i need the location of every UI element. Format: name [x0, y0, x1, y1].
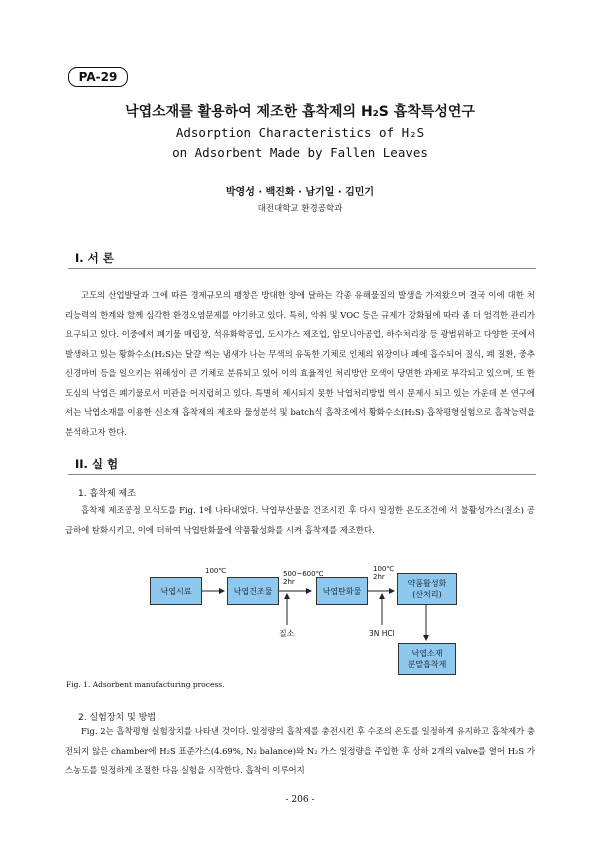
- box-chemical-activation-line1: 약품활성화: [407, 579, 447, 588]
- affiliation: 대전대학교 환경공학과: [257, 204, 343, 214]
- box-carbonized-leaves: 낙엽탄화물: [316, 577, 368, 605]
- subsection-title-adsorbent: 1. 흡착제 제조: [78, 489, 136, 499]
- box-chemical-activation: [397, 573, 457, 605]
- input-nitrogen: 질소: [279, 629, 295, 638]
- box-leaf-sample: 낙엽시료: [150, 577, 202, 605]
- arrow3-label-line2: 2hr: [373, 573, 385, 581]
- section-heading-experiment: II. 실 험: [75, 457, 119, 471]
- section-heading-introduction: I. 서 론: [75, 251, 114, 265]
- arrow3-label-line1: 100℃: [373, 565, 395, 573]
- title-english-line1: Adsorption Characteristics of H₂S: [175, 125, 425, 140]
- box-powder-adsorbent-line1: 낙엽소재: [411, 649, 443, 658]
- arrow2-label: [283, 570, 323, 586]
- input-hcl: 3N HCl: [369, 629, 395, 638]
- subsection-title-apparatus: 2. 실험장치 및 방법: [78, 713, 157, 723]
- arrow1-label: 100℃: [205, 567, 227, 575]
- arrow3-label: [373, 565, 394, 581]
- box-powder-adsorbent-line2: 분말흡착제: [407, 660, 447, 669]
- apparatus-paragraph: Fig. 2는 흡착평형 실험장치를 나타낸 것이다. 일정량의 흡착제를 충전시킨 후 수조의 온도를 일정하게 유지하고 흡착제가 충전되지 않은 chamber에 H₂S 표준가스(4.69%, N₂ balance)와 N₂ 가스 일정량을 주입한 후 상하 2개의 valve를 열어 H₂S 가스농도를 일정하게 조절한 다음 실험을 시작한다. 흡착이 이루어지: [65, 726, 535, 775]
- arrow2-label-line1: 500~600℃: [283, 570, 324, 578]
- box-chemical-activation-line2: (산처리): [412, 590, 442, 599]
- adsorbent-paragraph: 흡착제 제조공정 모식도를 Fig. 1에 나타내었다. 낙엽부산물을 건조시킨 후 다시 일정한 온도조건에 서 불활성가스(질소) 공급하에 탄화시키고, 이에 더하여 낙엽탄화물에 약품활성화를 시켜 흡착제를 제조한다.: [65, 505, 535, 535]
- arrow2-label-line2: 2hr: [283, 578, 295, 586]
- title-english-line2: on Adsorbent Made by Fallen Leaves: [172, 145, 428, 160]
- box-powder-adsorbent: [398, 643, 456, 675]
- authors: 박영성 · 백진화 · 남기일 · 김민기: [225, 187, 375, 198]
- page-number: - 206 -: [285, 795, 315, 805]
- session-badge: PA-29: [68, 67, 128, 87]
- title-korean: 낙엽소재를 활용하여 제조한 흡착제의 H₂S 흡착특성연구: [125, 104, 475, 120]
- figure-caption: Fig. 1. Adsorbent manufacturing process.: [66, 680, 225, 689]
- introduction-paragraph: 고도의 산업발달과 그에 따른 경제규모의 팽창은 방대한 양에 달하는 각종 유해물질의 발생을 가져왔으며 결국 이에 대한 처리능력의 한계와 함께 심각한 환경오염문제를 야기하고 있다. 특히, 악취 및 VOC 등은 규제가 강화됨에 따라 좀 더 엄격한 관리가 요구되고 있다. 이중에서 폐기물 매립장, 석유화학공업, 도시가스 제조업, 암모니아공업, 하수처리장 등 광범위하고 다양한 곳에서 발생하고 있는 황화수소(H₂S)는 달걀 썩는 냄새가 나는 무색의 유독한 기체로 인체의 위장이나 폐에 흡수되어 질식, 폐 질환, 중추신경마비 등을 일으키는 위해성이 큰 기체로 분류되고 있어 이의 효율적인 처리방안 모색이 당면한 과제로 부각되고 있으며, 또 한 도심의 낙엽은 폐기물로서 미관을 어지럽히고 있다. 특별히 제시되지 못한 낙엽처리방법 역시 문제시 되고 있는 가운데 본 연구에서는 낙엽소재를 이용한 신소재 흡착제의 제조와 물성분석 및 batch식 흡착조에서 황화수소(H₂S) 흡착평형실험으로 흡착능력을 분석하고자 한다.: [65, 290, 535, 437]
- box-dried-leaves: 낙엽건조물: [227, 577, 279, 605]
